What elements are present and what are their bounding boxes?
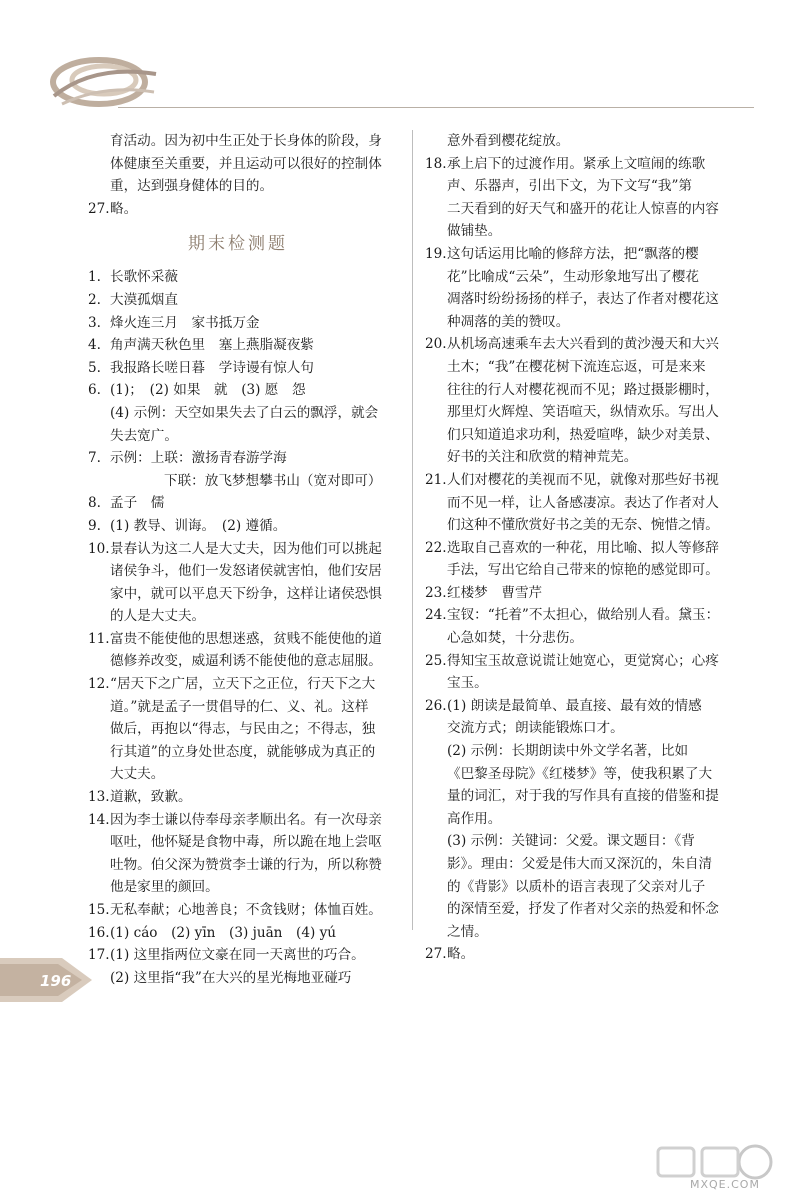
answer-item-26-sub: [425, 740, 725, 943]
item-number: 26.: [425, 697, 447, 714]
text-line: 我报路长嗟日暮 学诗谩有惊人句: [110, 359, 314, 376]
item-text: [110, 357, 388, 380]
answer-item-7: [88, 447, 388, 470]
item-number: 13.: [88, 789, 110, 806]
item-text: [110, 289, 388, 312]
text-line: 的深情至爱，抒发了作者对父亲的热爱和怀念: [447, 901, 719, 918]
text-line: 大丈夫。: [110, 766, 165, 783]
item-number: 16.: [88, 924, 110, 941]
answer-item-17-sub: (2) 这里指“我”在大兴的星光梅地亚碰巧: [110, 969, 352, 986]
text-line: 们这种不懂欣赏好书之美的无奈、惋惜之情。: [447, 517, 719, 534]
page-number: 196: [40, 972, 72, 990]
text-line: 高作用。: [447, 810, 502, 827]
answer-item: [88, 944, 388, 967]
text-line: 手法，写出它给自己带来的惊艳的感觉即可。: [447, 562, 719, 579]
text-line: 的《背影》以质朴的语言表现了父亲对儿子: [447, 878, 706, 895]
text-line: 无私奉献；心地善良；不贪钱财；体恤百姓。: [110, 902, 382, 918]
answer-item-27: [88, 198, 388, 221]
item-number: 9.: [88, 517, 101, 534]
item-text: [110, 922, 388, 945]
item-text: [110, 312, 388, 335]
item-number: 5.: [88, 359, 101, 376]
text-line: 育活动。因为初中生正处于长身体的阶段，身: [110, 133, 382, 149]
text-line: 得知宝玉故意说谎让她宽心，更觉窝心；心疼: [447, 652, 719, 669]
text-line: 重，达到强身健体的目的。: [110, 178, 274, 195]
text-line: 种凋落的美的赞叹。: [447, 313, 570, 330]
answer-item: [88, 628, 388, 673]
item-number: 21.: [425, 471, 447, 488]
answer-item: [425, 243, 725, 333]
answer-item: [88, 515, 388, 538]
item-number: 11.: [88, 630, 110, 647]
item-number: 12.: [88, 676, 110, 693]
answer-list-b: [88, 492, 388, 966]
text-line: 那里灯火辉煌、笑语喧天，纵情欢乐。写出人: [447, 404, 719, 421]
text-line: 人们对樱花的美视而不见，就像对那些好书视: [447, 471, 719, 488]
item-text: [110, 538, 388, 628]
item-text: [110, 944, 388, 967]
item-number: 1.: [88, 269, 101, 286]
answer-item: [425, 537, 725, 582]
text-line: 往往的行人对樱花视而不见；路过摄影棚时，: [447, 381, 719, 398]
text-line: 大漠孤烟直: [110, 291, 178, 308]
answer-item: [425, 469, 725, 537]
answer-item: [88, 492, 388, 515]
answer-item: [88, 266, 388, 289]
text-line: 家中，就可以平息天下纷争，这样让诸侯恐惧: [110, 585, 382, 602]
answer-item: [88, 312, 388, 335]
text-line: 道。”就是孟子一贯倡导的仁、义、礼。这样: [110, 698, 369, 715]
text-line: (1)； (2) 如果 就 (3) 愿 怨: [110, 382, 306, 399]
text-line: 体健康至关重要，并且运动可以很好的控制体: [110, 155, 382, 172]
answer-item: [425, 582, 725, 605]
item-number: 24.: [425, 607, 447, 624]
item-text: 略。: [447, 946, 475, 963]
text-line: 他是家里的颜回。: [110, 879, 219, 896]
text-line: 声、乐器声，引出下文，为下文写“我”第: [447, 178, 692, 195]
text-line: 从机场高速乘车去大兴看到的黄沙漫天和大兴: [447, 336, 719, 353]
item-number: 14.: [88, 811, 110, 828]
text-line: (1) 这里指两位文豪在同一天离世的巧合。: [110, 947, 365, 964]
item-number: 2.: [88, 291, 101, 308]
answer-list-a: [88, 266, 388, 402]
text-line: (4) 示例：天空如果失去了白云的飘浮，就会: [110, 404, 379, 421]
text-line: 做铺垫。: [447, 223, 502, 240]
item-text: [110, 379, 388, 402]
item-number: 20.: [425, 336, 447, 353]
item-text: [447, 243, 725, 333]
text-line: 之情。: [447, 923, 488, 940]
text-line: 承上启下的过渡作用。紧承上文喧闹的练歌: [447, 155, 706, 172]
item-text: [110, 899, 388, 922]
text-line: 而不见一样，让人备感凄凉。表达了作者对人: [447, 494, 719, 511]
item-number: 8.: [88, 495, 101, 512]
text-line: (1) 教导、训诲。 (2) 遵循。: [110, 517, 287, 534]
answer-item: [88, 334, 388, 357]
item-text: [447, 650, 725, 695]
watermark-text: MXQE.COM: [690, 1178, 760, 1191]
text-line: 长歌怀采薇: [110, 269, 178, 286]
item-text: [110, 673, 388, 786]
text-line: 孟子 儒: [110, 495, 165, 512]
text-line: (2) 示例：长期朗读中外文学名著，比如: [447, 743, 689, 760]
answer-item: [425, 695, 725, 740]
item-number: 22.: [425, 539, 447, 556]
item-text: [110, 515, 388, 538]
section-title: 期末检测题: [188, 234, 288, 255]
item-number: 7.: [88, 450, 101, 467]
item-number: 27.: [425, 946, 447, 963]
text-line: 富贵不能使他的思想迷惑，贫贱不能使他的道: [110, 630, 382, 647]
item-text: [447, 153, 725, 243]
item-number: 15.: [88, 902, 110, 918]
answer-item: [88, 786, 388, 809]
item-text: [110, 334, 388, 357]
item-number: 17.: [88, 947, 110, 964]
item-text: [447, 604, 725, 649]
item-number: 4.: [88, 337, 101, 354]
answer-item: [88, 357, 388, 380]
text-line: 吐物。伯父深为赞赏李士谦的行为，所以称赞: [110, 856, 382, 873]
text-line: 景春认为这二人是大丈夫，因为他们可以挑起: [110, 540, 382, 557]
text-line: 量的词汇，对于我的写作具有直接的借鉴和提: [447, 788, 719, 805]
text-line: 因为李士谦以侍奉母亲孝顺出名。有一次母亲: [110, 811, 382, 828]
item-number: 25.: [425, 652, 447, 669]
text-line: 花”比喻成“云朵”，生动形象地写出了樱花: [447, 268, 699, 285]
item-text: [447, 537, 725, 582]
item-number: 18.: [425, 155, 447, 172]
answer-item-27-right: [425, 943, 725, 966]
text-line: “居天下之广居，立天下之正位，行天下之大: [110, 676, 376, 693]
text-line: 德修养改变，威逼利诱不能使他的意志屈服。: [110, 653, 382, 670]
answer-item: [425, 650, 725, 695]
item-number: 19.: [425, 245, 447, 262]
text-line: 红楼梦 曹雪芹: [447, 584, 543, 601]
left-column: [88, 130, 388, 989]
text-line: 们只知道追求功利，热爱喧哗，缺少对美景、: [447, 426, 719, 443]
right-column: [425, 130, 725, 966]
text-line: 土木；“我”在樱花树下流连忘返，可是来来: [447, 358, 706, 375]
text-line: (3) 示例：关键词：父爱。课文题目：《背: [447, 833, 695, 850]
text-line: 影》。理由：父爱是伟大而又深沉的，朱自清: [447, 856, 713, 872]
sub-answer: [425, 740, 725, 830]
answer-item: [425, 153, 725, 243]
item-text: [447, 582, 725, 605]
item-text: [447, 469, 725, 537]
answer-item: [88, 922, 388, 945]
answer-item: [425, 333, 725, 469]
text-line: 烽火连三月 家书抵万金: [110, 314, 260, 331]
text-line: 二天看到的好天气和盛开的花让人惊喜的内容: [447, 200, 719, 217]
item-text: 示例：上联：激扬青春游学海: [110, 450, 287, 467]
answer-item: [425, 604, 725, 649]
text-line: 好书的关注和欣赏的精神荒芜。: [447, 449, 638, 466]
text-line: 诸侯争斗，他们一发怒诸侯就害怕，他们安居: [110, 563, 382, 580]
answer-item: [88, 809, 388, 899]
text-line: 《巴黎圣母院》《红楼梦》等，使我积累了大: [447, 765, 713, 782]
answer-item: [88, 899, 388, 922]
item-text: [110, 492, 388, 515]
item-text: [110, 628, 388, 673]
item-text: [110, 786, 388, 809]
text-line: 行其道”的立身处世态度，就能够成为真正的: [110, 743, 376, 760]
text-line: 宝玉。: [447, 675, 488, 692]
item-number: 23.: [425, 584, 447, 601]
text-line: 凋落时纷纷扬扬的样子，表达了作者对樱花这: [447, 291, 719, 308]
item-number: 6.: [88, 382, 101, 399]
item-text: [110, 266, 388, 289]
item-number: 3.: [88, 314, 101, 331]
text-line: 失去宽广。: [110, 427, 178, 444]
answer-item: [88, 379, 388, 402]
text-line: 选取自己喜欢的一种花，用比喻、拟人等修辞: [447, 539, 719, 556]
item-text: [447, 333, 725, 469]
text-line: 呕吐，他怀疑是食物中毒，所以跪在地上尝呕: [110, 834, 382, 851]
text-line: 这句话运用比喻的修辞方法，把“飘落的樱: [447, 245, 699, 262]
item-text: [110, 809, 388, 899]
text-line: 的人是大丈夫。: [110, 608, 206, 625]
text-line: 做后，再抱以“得志，与民由之；不得志，独: [110, 721, 376, 738]
item-text: [447, 695, 725, 740]
column-divider: [412, 130, 413, 930]
continued-answer: [88, 130, 388, 198]
text-line: 角声满天秋色里 塞上燕脂凝夜紫: [110, 337, 314, 354]
answer-list-right: [425, 153, 725, 740]
sub-answer: [425, 830, 725, 943]
answer-item-6-sub: [88, 402, 388, 447]
text-line: 道歉，致歉。: [110, 789, 192, 806]
answer-item: [88, 538, 388, 628]
continued-answer: 意外看到樱花绽放。: [447, 133, 570, 149]
text-line: 心急如焚，十分悲伤。: [447, 630, 583, 647]
text-line: (1) 朗读是最简单、最直接、最有效的情感: [447, 697, 702, 714]
item-number: 27.: [88, 200, 110, 217]
answer-item: [88, 289, 388, 312]
header-rule: [118, 107, 754, 108]
item-number: 10.: [88, 540, 110, 557]
text-line: 交流方式；朗读能锻炼口才。: [447, 720, 624, 737]
text-line: 宝钗：“托着”不太担心，做给别人看。黛玉：: [447, 607, 720, 624]
item-7-lower-couplet: 下联：放飞梦想攀书山（宽对即可）: [164, 472, 382, 489]
item-text: 略。: [110, 200, 138, 217]
text-line: (1) cáo (2) yīn (3) juān (4) yú: [110, 924, 337, 941]
answer-item: [88, 673, 388, 786]
